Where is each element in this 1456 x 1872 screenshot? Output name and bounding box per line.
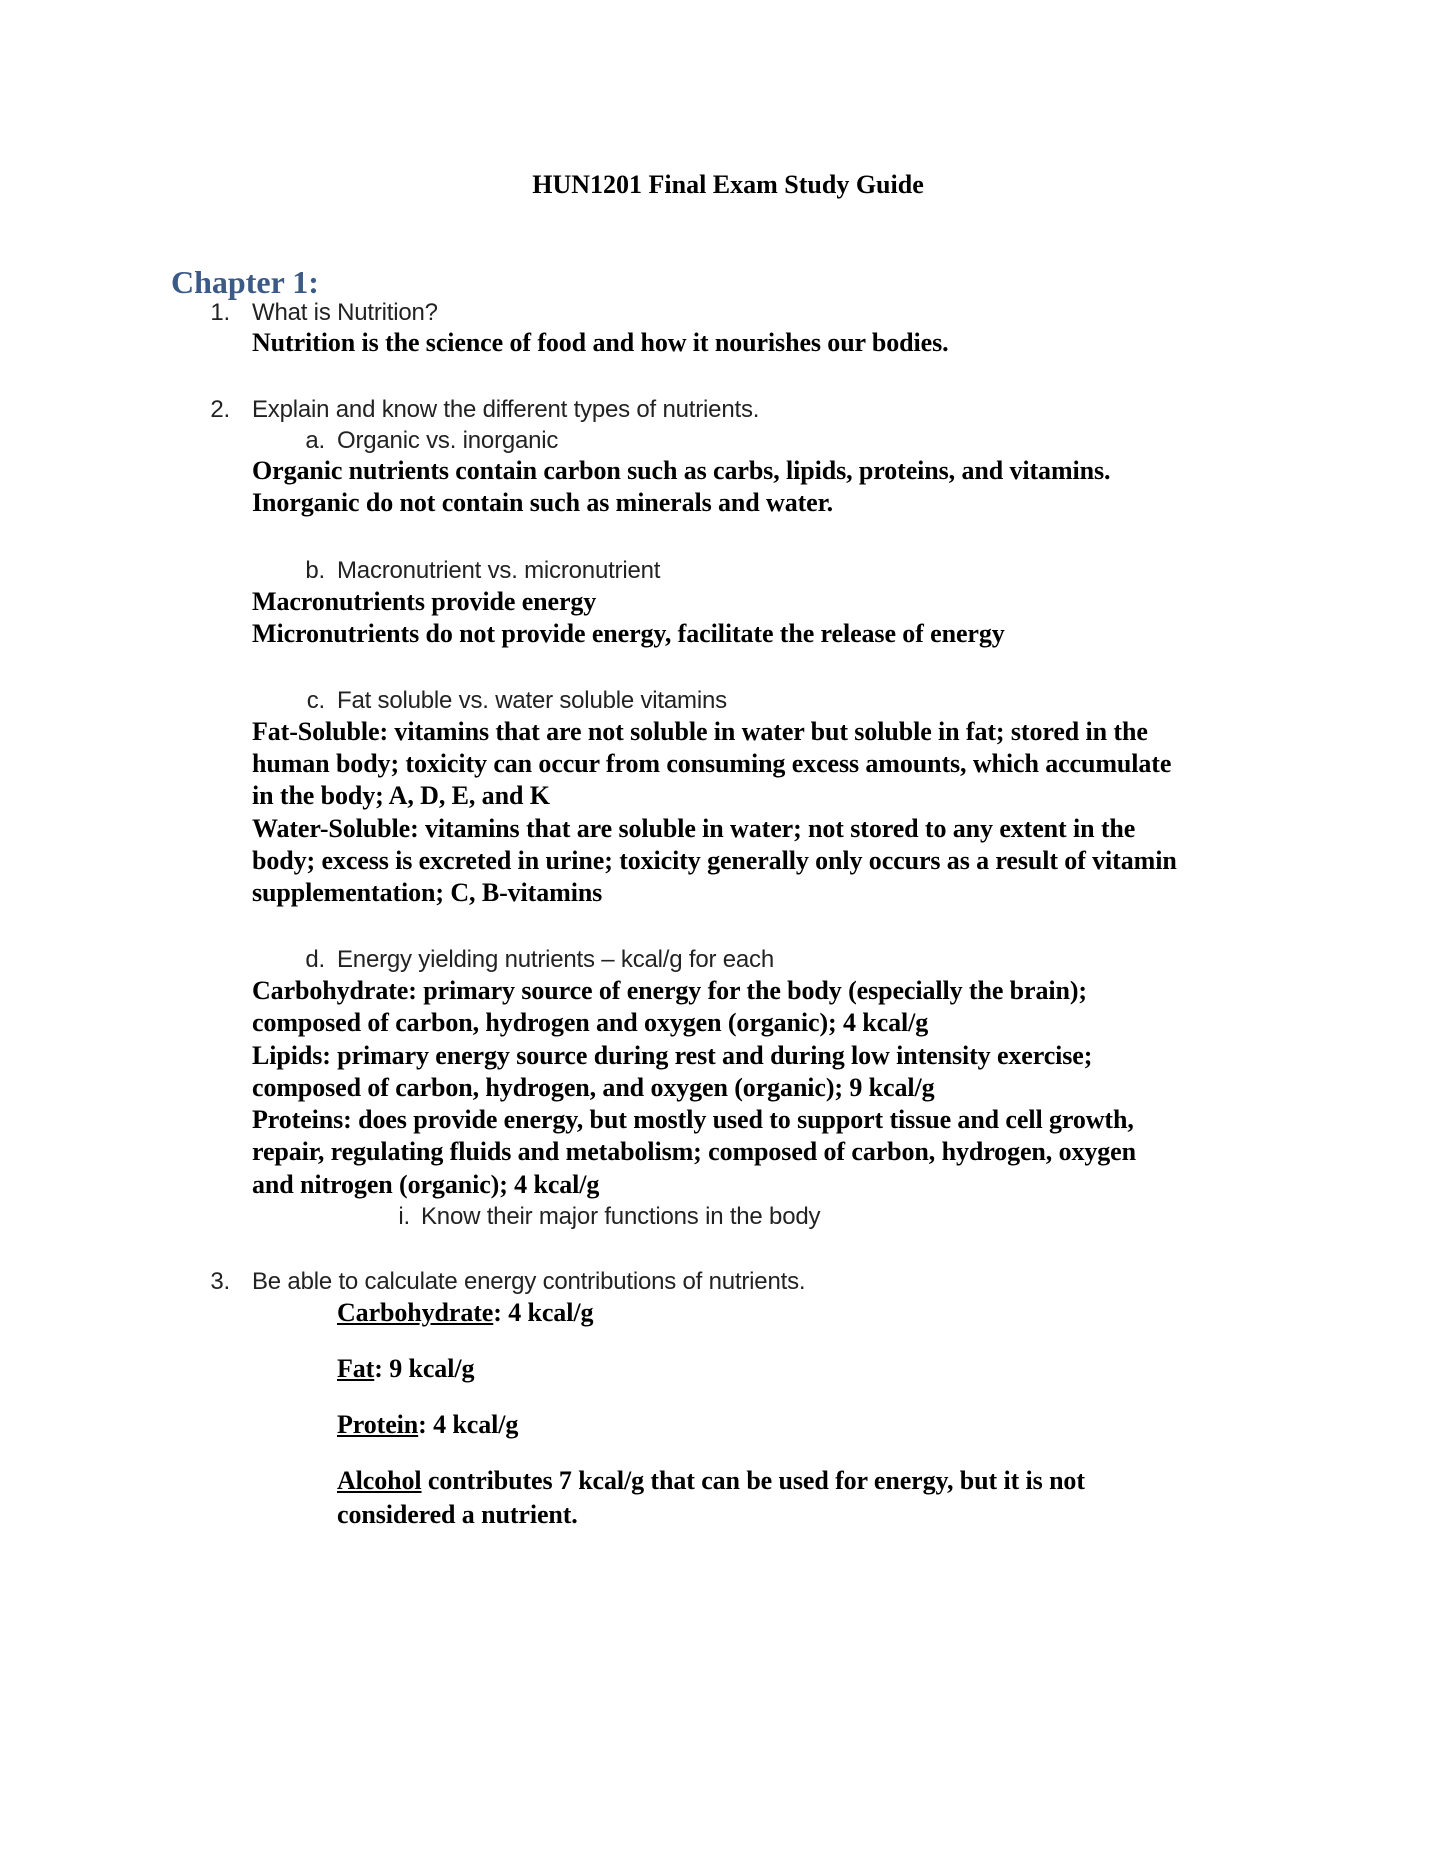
subquestion-2b	[305, 557, 661, 585]
answer-line: Proteins: does provide energy, but mostly used to support tissue and cell growth,	[252, 1105, 1134, 1134]
nutrient-label: Alcohol	[337, 1466, 422, 1495]
answer-line: human body; toxicity can occur from consuming excess amounts, which accumulate	[252, 749, 1172, 778]
subquestion-text: Know their major functions in the body	[421, 1203, 821, 1230]
subquestion-2a	[305, 427, 559, 455]
answer-line: Macronutrients provide energy	[252, 587, 597, 616]
answer-line: Fat-Soluble: vitamins that are not soluble in water but soluble in fat; stored in the	[252, 717, 1148, 746]
subquestion-marker: b.	[305, 557, 325, 584]
fat-energy	[337, 1354, 474, 1384]
answer-1: Nutrition is the science of food and how it nourishes our bodies.	[252, 328, 949, 357]
answer-line: Micronutrients do not provide energy, facilitate the release of energy	[252, 619, 1005, 648]
answer-line: Lipids: primary energy source during rest and during low intensity exercise;	[252, 1041, 1093, 1070]
answer-line: Inorganic do not contain such as minerals and water.	[252, 488, 834, 517]
subquestion-2c	[306, 687, 727, 715]
subquestion-marker: d.	[305, 946, 325, 973]
subquestion-text: Fat soluble vs. water soluble vitamins	[337, 687, 727, 714]
answer-line: body; excess is excreted in urine; toxicity generally only occurs as a result of vitamin	[252, 846, 1177, 875]
nutrient-value: : 9 kcal/g	[374, 1354, 475, 1383]
subquestion-text: Macronutrient vs. micronutrient	[337, 557, 661, 584]
question-number: 2.	[210, 396, 230, 423]
subquestion-2d	[305, 946, 774, 974]
nutrient-value: : 4 kcal/g	[418, 1410, 519, 1439]
document-title: HUN1201 Final Exam Study Guide	[532, 170, 924, 199]
chapter-heading: Chapter 1:	[171, 264, 319, 300]
alcohol-energy	[337, 1466, 1085, 1496]
subquestion-marker: i.	[398, 1203, 410, 1230]
nutrient-value: contributes 7 kcal/g that can be used for energy, but it is not	[421, 1466, 1085, 1495]
protein-energy	[337, 1410, 518, 1440]
question-number: 3.	[210, 1268, 230, 1295]
subquestion-text: Organic vs. inorganic	[337, 427, 559, 454]
nutrient-value: : 4 kcal/g	[493, 1298, 594, 1327]
question-1	[210, 299, 438, 327]
answer-line: and nitrogen (organic); 4 kcal/g	[252, 1170, 600, 1199]
subquestion-marker: a.	[305, 427, 325, 454]
question-text: What is Nutrition?	[252, 299, 438, 326]
answer-line: composed of carbon, hydrogen and oxygen (organic); 4 kcal/g	[252, 1008, 929, 1037]
subquestion-2d-i	[398, 1203, 821, 1231]
nutrient-label: Protein	[337, 1410, 419, 1439]
question-2	[210, 396, 760, 424]
alcohol-energy-continued: considered a nutrient.	[337, 1500, 578, 1529]
question-text: Explain and know the different types of nutrients.	[252, 396, 760, 423]
answer-line: repair, regulating fluids and metabolism; composed of carbon, hydrogen, oxygen	[252, 1137, 1136, 1166]
answer-line: supplementation; C, B-vitamins	[252, 878, 603, 907]
subquestion-marker: c.	[306, 687, 325, 714]
nutrient-label: Fat	[337, 1354, 375, 1383]
question-3	[210, 1268, 806, 1296]
question-number: 1.	[210, 299, 230, 326]
carbohydrate-energy	[337, 1298, 593, 1328]
answer-line: Organic nutrients contain carbon such as carbs, lipids, proteins, and vitamins.	[252, 456, 1111, 485]
answer-line: Carbohydrate: primary source of energy for the body (especially the brain);	[252, 976, 1087, 1005]
answer-line: Water-Soluble: vitamins that are soluble in water; not stored to any extent in the	[252, 814, 1136, 843]
answer-line: composed of carbon, hydrogen, and oxygen (organic); 9 kcal/g	[252, 1073, 935, 1102]
question-text: Be able to calculate energy contributions of nutrients.	[252, 1268, 806, 1295]
subquestion-text: Energy yielding nutrients – kcal/g for each	[337, 946, 774, 973]
nutrient-label: Carbohydrate	[337, 1298, 494, 1327]
answer-line: in the body; A, D, E, and K	[252, 781, 550, 810]
